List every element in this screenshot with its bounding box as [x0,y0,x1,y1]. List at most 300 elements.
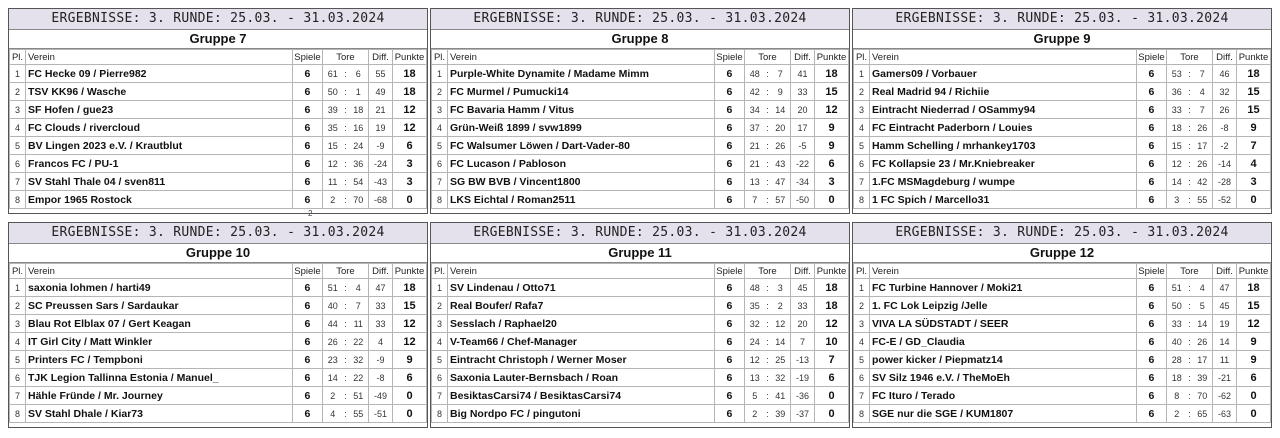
goals-separator: : [764,297,770,315]
header-pl: Pl. [10,50,26,65]
diff-cell: -28 [1213,173,1237,191]
diff-cell: 21 [369,101,393,119]
goals-for-cell: 51 [322,279,342,297]
points-cell: 15 [815,83,849,101]
diff-cell: -8 [369,369,393,387]
table-row [10,387,427,405]
team-cell: Eintracht Niederrad / OSammy94 [870,101,1137,119]
goals-separator: : [764,119,770,137]
goals-for-cell: 14 [322,369,342,387]
goals-against-cell: 7 [1192,65,1212,83]
goals-separator: : [764,279,770,297]
goals-against-cell: 32 [770,369,790,387]
rank-cell: 6 [854,369,870,387]
goals-for-cell: 15 [1166,137,1186,155]
table-row [432,173,849,191]
team-cell: FC Murmel / Pumucki14 [448,83,715,101]
header-spiele: Spiele [1138,51,1165,63]
team-cell: power kicker / Piepmatz14 [870,351,1137,369]
rank-cell: 2 [854,83,870,101]
rank-cell: 3 [854,315,870,333]
rank-cell: 4 [432,333,448,351]
diff-cell: -37 [791,405,815,423]
games-cell: 6 [292,333,322,351]
rank-cell: 3 [432,101,448,119]
rank-cell: 7 [432,173,448,191]
group-panel [852,222,1272,428]
goals-for-cell: 2 [744,405,764,423]
goals-separator: : [764,155,770,173]
team-cell: FC Ituro / Terado [870,387,1137,405]
goals-against-cell: 25 [770,351,790,369]
team-cell: Real Madrid 94 / Richiie [870,83,1137,101]
diff-cell: -8 [1213,119,1237,137]
group-title: Gruppe 9 [853,30,1271,49]
games-cell: 6 [714,387,744,405]
table-header-row [854,264,1271,279]
goals-for-cell: 13 [744,173,764,191]
diff-cell: 19 [369,119,393,137]
points-cell: 9 [815,119,849,137]
goals-separator: : [342,155,348,173]
goals-for-cell: 21 [744,137,764,155]
rank-cell: 4 [854,119,870,137]
points-cell: 9 [393,351,427,369]
games-cell: 6 [292,351,322,369]
goals-separator: : [342,101,348,119]
goals-against-cell: 7 [1192,101,1212,119]
goals-separator: : [1186,137,1192,155]
diff-cell: -49 [369,387,393,405]
team-cell: LKS Eichtal / Roman2511 [448,191,715,209]
diff-cell: 20 [791,315,815,333]
group-panel [8,222,428,428]
diff-cell: -34 [791,173,815,191]
games-cell: 6 [714,65,744,83]
games-cell: 6 [292,315,322,333]
goals-separator: : [764,315,770,333]
rank-cell: 2 [10,297,26,315]
goals-separator: : [342,279,348,297]
header-tore: Tore [322,50,368,65]
points-cell: 0 [393,387,427,405]
team-cell: SGE nur die SGE / KUM1807 [870,405,1137,423]
games-cell: 6 [1136,101,1166,119]
table-row [432,83,849,101]
header-spiele: Spiele [294,51,321,63]
goals-against-cell: 65 [1192,405,1212,423]
points-cell: 6 [1237,369,1271,387]
goals-against-cell: 55 [348,405,368,423]
header-spiele: Spiele [716,265,743,277]
goals-for-cell: 15 [322,137,342,155]
rank-cell: 6 [10,155,26,173]
table-row [432,297,849,315]
round-banner: ERGEBNISSE: 3. RUNDE: 25.03. - 31.03.2024 [9,9,427,30]
points-cell: 18 [1237,65,1271,83]
standings-grid [8,8,1272,428]
goals-against-cell: 51 [348,387,368,405]
table-row [854,101,1271,119]
points-cell: 0 [1237,387,1271,405]
diff-cell: -5 [791,137,815,155]
diff-cell: 46 [1213,65,1237,83]
games-cell: 6 [1136,405,1166,423]
diff-cell: -24 [369,155,393,173]
goals-against-cell: 9 [770,83,790,101]
table-row [10,83,427,101]
team-cell: SV Silz 1946 e.V. / TheMoEh [870,369,1137,387]
goals-separator: : [1186,191,1192,209]
goals-for-cell: 11 [322,173,342,191]
group-panel [8,8,428,214]
goals-for-cell: 26 [322,333,342,351]
goals-separator: : [1186,119,1192,137]
header-tore: Tore [1166,50,1212,65]
goals-against-cell: 12 [770,315,790,333]
header-verein: Verein [448,264,715,279]
goals-separator: : [1186,101,1192,119]
diff-cell: -51 [369,405,393,423]
goals-for-cell: 8 [1166,387,1186,405]
diff-cell: 32 [1213,83,1237,101]
goals-separator: : [1186,333,1192,351]
games-cell: 6 [1136,279,1166,297]
team-cell: FC Lucason / Pabloson [448,155,715,173]
games-cell: 6 [714,137,744,155]
goals-against-cell: 1 [348,83,368,101]
table-header-row [432,50,849,65]
team-cell: SV Stahl Dhale / Kiar73 [26,405,293,423]
points-cell: 7 [1237,137,1271,155]
goals-against-cell: 14 [770,101,790,119]
diff-cell: -68 [369,191,393,209]
games-cell: 6 [292,65,322,83]
diff-cell: 33 [791,297,815,315]
goals-separator: : [764,333,770,351]
header-tore: Tore [1166,264,1212,279]
goals-for-cell: 4 [322,405,342,423]
diff-cell: 47 [369,279,393,297]
games-cell: 6 [1136,333,1166,351]
goals-for-cell: 48 [744,65,764,83]
team-cell: VIVA LA SÜDSTADT / SEER [870,315,1137,333]
team-cell: FC-E / GD_Claudia [870,333,1137,351]
games-cell: 6 [292,137,322,155]
diff-cell: 17 [791,119,815,137]
goals-for-cell: 36 [1166,83,1186,101]
table-row [10,279,427,297]
team-cell: SG BW BVB / Vincent1800 [448,173,715,191]
rank-cell: 7 [432,387,448,405]
games-cell: 6 [292,297,322,315]
points-cell: 6 [393,137,427,155]
diff-cell: 55 [369,65,393,83]
goals-separator: : [342,65,348,83]
rank-cell: 2 [10,83,26,101]
goals-against-cell: 36 [348,155,368,173]
games-cell: 6 [714,279,744,297]
diff-cell: -19 [791,369,815,387]
games-cell: 6 [1136,137,1166,155]
header-tore: Tore [744,50,790,65]
rank-cell: 8 [854,191,870,209]
points-cell: 10 [815,333,849,351]
goals-against-cell: 14 [1192,315,1212,333]
team-cell: 1.FC MSMagdeburg / wumpe [870,173,1137,191]
games-cell: 6 [1136,83,1166,101]
team-cell: BesiktasCarsi74 / BesiktasCarsi74 [448,387,715,405]
goals-for-cell: 53 [1166,65,1186,83]
rank-cell: 6 [432,369,448,387]
games-cell: 6 [1136,315,1166,333]
diff-cell: 14 [1213,333,1237,351]
team-cell: Empor 1965 Rostock [26,191,293,209]
games-cell: 6 [1136,119,1166,137]
rank-cell: 3 [432,315,448,333]
team-cell: IT Girl City / Matt Winkler [26,333,293,351]
group-title: Gruppe 10 [9,244,427,263]
table-row [10,137,427,155]
table-row [432,387,849,405]
team-cell: Gamers09 / Vorbauer [870,65,1137,83]
goals-for-cell: 23 [322,351,342,369]
goals-separator: : [342,119,348,137]
table-header-row [432,264,849,279]
table-row [432,405,849,423]
table-row [854,333,1271,351]
diff-cell: -36 [791,387,815,405]
rank-cell: 3 [10,101,26,119]
group-panel [852,8,1272,214]
table-row [854,65,1271,83]
goals-separator: : [1186,351,1192,369]
table-row [10,173,427,191]
goals-against-cell: 4 [1192,279,1212,297]
games-cell: 6 [292,191,322,209]
points-cell: 0 [1237,405,1271,423]
table-row [10,101,427,119]
header-pl: Pl. [10,264,26,279]
goals-for-cell: 24 [744,333,764,351]
goals-for-cell: 21 [744,155,764,173]
points-cell: 3 [1237,173,1271,191]
goals-against-cell: 6 [348,65,368,83]
table-row [432,351,849,369]
goals-against-cell: 5 [1192,297,1212,315]
table-row [854,297,1271,315]
header-punkte: Punkte [815,264,849,279]
standings-table [431,263,849,423]
points-cell: 3 [393,173,427,191]
goals-separator: : [1186,387,1192,405]
goals-separator: : [342,405,348,423]
rank-cell: 8 [432,405,448,423]
table-row [432,315,849,333]
diff-cell: -21 [1213,369,1237,387]
goals-against-cell: 11 [348,315,368,333]
goals-for-cell: 51 [1166,279,1186,297]
points-cell: 15 [1237,297,1271,315]
goals-separator: : [1186,65,1192,83]
points-cell: 0 [393,191,427,209]
table-row [10,369,427,387]
header-tore: Tore [322,264,368,279]
games-cell: 6 [292,101,322,119]
header-diff: Diff. [369,50,393,65]
games-cell: 6 [1136,369,1166,387]
header-verein: Verein [26,50,293,65]
goals-for-cell: 33 [1166,315,1186,333]
round-banner: ERGEBNISSE: 3. RUNDE: 25.03. - 31.03.2024 [9,223,427,244]
goals-against-cell: 3 [770,279,790,297]
team-cell: FC Turbine Hannover / Moki21 [870,279,1137,297]
goals-separator: : [1186,155,1192,173]
goals-separator: : [342,137,348,155]
games-cell: 6 [292,119,322,137]
header-diff: Diff. [791,50,815,65]
goals-against-cell: 17 [1192,351,1212,369]
table-row [854,369,1271,387]
team-cell: SF Hofen / gue23 [26,101,293,119]
points-cell: 6 [815,155,849,173]
goals-separator: : [764,83,770,101]
table-row [854,173,1271,191]
goals-against-cell: 26 [1192,155,1212,173]
points-cell: 6 [815,369,849,387]
team-cell: Hamm Schelling / mrhankey1703 [870,137,1137,155]
diff-cell: 7 [791,333,815,351]
points-cell: 0 [815,191,849,209]
points-cell: 15 [393,297,427,315]
games-cell: 6 [1136,173,1166,191]
points-cell: 15 [1237,101,1271,119]
games-cell: 6 [292,173,322,191]
diff-cell: 19 [1213,315,1237,333]
rank-cell: 2 [432,297,448,315]
goals-separator: : [1186,315,1192,333]
table-row [10,315,427,333]
points-cell: 18 [1237,279,1271,297]
rank-cell: 7 [10,173,26,191]
rank-cell: 7 [854,387,870,405]
goals-for-cell: 7 [744,191,764,209]
goals-separator: : [342,387,348,405]
rank-cell: 8 [854,405,870,423]
round-banner: ERGEBNISSE: 3. RUNDE: 25.03. - 31.03.2024 [853,9,1271,30]
team-cell: FC Hecke 09 / Pierre982 [26,65,293,83]
team-cell: Hähle Fründe / Mr. Journey [26,387,293,405]
table-header-row [854,50,1271,65]
diff-cell: 33 [791,83,815,101]
goals-for-cell: 2 [322,191,342,209]
goals-for-cell: 40 [322,297,342,315]
goals-for-cell: 18 [1166,119,1186,137]
table-row [432,65,849,83]
table-row [432,119,849,137]
table-row [10,191,427,209]
goals-against-cell: 57 [770,191,790,209]
rank-cell: 4 [10,333,26,351]
diff-cell: 20 [791,101,815,119]
games-cell: 6 [292,387,322,405]
goals-against-cell: 4 [348,279,368,297]
goals-against-cell: 39 [1192,369,1212,387]
team-cell: SC Preussen Sars / Sardaukar [26,297,293,315]
points-cell: 0 [815,405,849,423]
games-cell: 6 [1136,191,1166,209]
table-row [10,297,427,315]
games-cell: 6 [714,191,744,209]
rank-cell: 8 [10,405,26,423]
rank-cell: 5 [10,137,26,155]
team-cell: Francos FC / PU-1 [26,155,293,173]
header-verein: Verein [26,264,293,279]
team-cell: Eintracht Christoph / Werner Moser [448,351,715,369]
team-cell: FC Bavaria Hamm / Vitus [448,101,715,119]
games-cell: 6 [714,351,744,369]
goals-separator: : [764,65,770,83]
goals-separator: : [342,83,348,101]
group-title: Gruppe 8 [431,30,849,49]
team-cell: TJK Legion Tallinna Estonia / Manuel_ [26,369,293,387]
games-cell: 6 [292,83,322,101]
goals-separator: : [1186,297,1192,315]
diff-cell: 33 [369,315,393,333]
goals-for-cell: 18 [1166,369,1186,387]
team-cell: 1. FC Lok Leipzig /Jelle [870,297,1137,315]
goals-separator: : [1186,173,1192,191]
stray-mark: 2 [308,209,313,218]
points-cell: 0 [815,387,849,405]
header-spiele: Spiele [294,265,321,277]
goals-separator: : [764,351,770,369]
goals-against-cell: 2 [770,297,790,315]
header-tore: Tore [744,264,790,279]
rank-cell: 1 [854,279,870,297]
table-row [854,191,1271,209]
rank-cell: 1 [854,65,870,83]
goals-for-cell: 44 [322,315,342,333]
table-row [10,333,427,351]
games-cell: 6 [1136,297,1166,315]
standings-table [431,49,849,209]
header-punkte: Punkte [393,264,427,279]
diff-cell: -9 [369,137,393,155]
points-cell: 4 [1237,155,1271,173]
games-cell: 6 [714,101,744,119]
diff-cell: -50 [791,191,815,209]
games-cell: 6 [1136,351,1166,369]
goals-separator: : [342,315,348,333]
diff-cell: 47 [1213,279,1237,297]
goals-against-cell: 17 [1192,137,1212,155]
goals-against-cell: 24 [348,137,368,155]
goals-separator: : [764,173,770,191]
table-row [432,333,849,351]
goals-against-cell: 7 [348,297,368,315]
table-row [854,137,1271,155]
table-row [854,279,1271,297]
rank-cell: 6 [10,369,26,387]
table-row [854,315,1271,333]
goals-separator: : [342,369,348,387]
goals-separator: : [764,101,770,119]
points-cell: 12 [393,333,427,351]
points-cell: 9 [1237,119,1271,137]
goals-separator: : [764,387,770,405]
rank-cell: 7 [854,173,870,191]
